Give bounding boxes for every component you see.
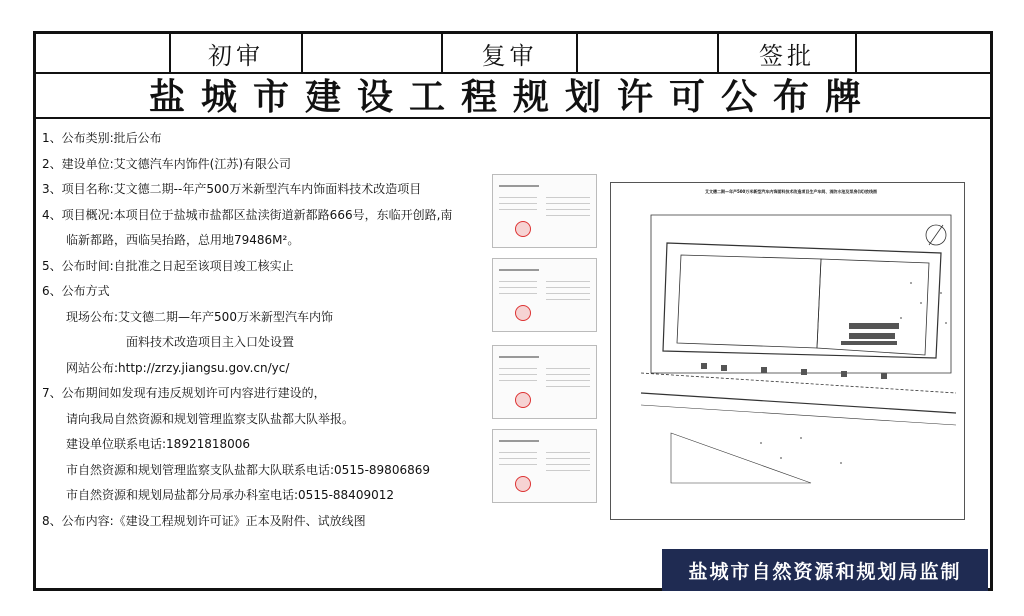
footer-issuer: 盐城市自然资源和规划局监制 bbox=[662, 549, 988, 591]
notice-board bbox=[33, 31, 993, 591]
permit-thumbnail-4 bbox=[492, 429, 597, 503]
item-4: 4、项目概况:本项目位于盐城市盐都区盐渎街道新都路666号，东临开创路,南 bbox=[42, 207, 453, 222]
item-5: 5、公布时间:自批准之日起至该项目竣工核实止 bbox=[42, 258, 294, 273]
item-2: 2、建设单位:艾文德汽车内饰件(江苏)有限公司 bbox=[42, 156, 292, 171]
item-7: 7、公布期间如发现有违反规划许可内容进行建设的， bbox=[42, 386, 326, 400]
item-7-team-phone: 市自然资源和规划管理监察支队盐都大队联系电话:0515-89806869 bbox=[66, 462, 430, 477]
initial-review-sign-cell bbox=[303, 34, 443, 72]
permit-thumbnail-1 bbox=[492, 174, 597, 248]
item-6-site-cont: 面料技术改造项目主入口处设置 bbox=[126, 335, 295, 349]
approval-row bbox=[36, 34, 990, 74]
item-3: 3、项目名称:艾文德二期--年产500万米新型汽车内饰面料技术改造项目 bbox=[42, 182, 422, 196]
permit-thumbnail-3 bbox=[492, 345, 597, 419]
item-6-website: 网站公布:http://zrzy.jiangsu.gov.cn/yc/ bbox=[66, 360, 290, 375]
notice-content bbox=[42, 126, 492, 534]
sign-off-label: 签批 bbox=[719, 34, 857, 72]
sign-off-sign-cell bbox=[857, 34, 990, 72]
item-6: 6、公布方式 bbox=[42, 284, 110, 298]
approval-blank-cell bbox=[36, 34, 171, 72]
site-plan-drawing bbox=[610, 182, 965, 520]
initial-review-label: 初审 bbox=[171, 34, 303, 72]
site-plan-title: 艾文德二期—年产500万米新型汽车内饰面料技术改造项目生产车间、消防水池及泵房(试)放线图 bbox=[704, 189, 877, 194]
site-plan-graphic bbox=[611, 183, 964, 519]
second-review-sign-cell bbox=[578, 34, 719, 72]
item-6-site: 现场公布:艾文德二期—年产500万米新型汽车内饰 bbox=[66, 309, 333, 324]
item-8: 8、公布内容:《建设工程规划许可证》正本及附件、试放线图 bbox=[42, 513, 366, 528]
item-1: 1、公布类别:批后公布 bbox=[42, 131, 162, 145]
second-review-label: 复审 bbox=[443, 34, 578, 72]
permit-thumbnail-2 bbox=[492, 258, 597, 332]
item-7-office-phone: 市自然资源和规划局盐都分局承办科室电话:0515-88409012 bbox=[66, 488, 394, 502]
seal-icon bbox=[515, 221, 531, 237]
seal-icon bbox=[515, 476, 531, 492]
item-7-report: 请向我局自然资源和规划管理监察支队盐都大队举报。 bbox=[66, 411, 355, 426]
item-4-cont: 临新都路，西临吴抬路，总用地79486M²。 bbox=[66, 233, 300, 247]
item-7-unit-phone: 建设单位联系电话:18921818006 bbox=[66, 437, 251, 451]
seal-icon bbox=[515, 305, 531, 321]
board-title: 盐城市建设工程规划许可公布牌 bbox=[36, 72, 990, 119]
seal-icon bbox=[515, 392, 531, 408]
